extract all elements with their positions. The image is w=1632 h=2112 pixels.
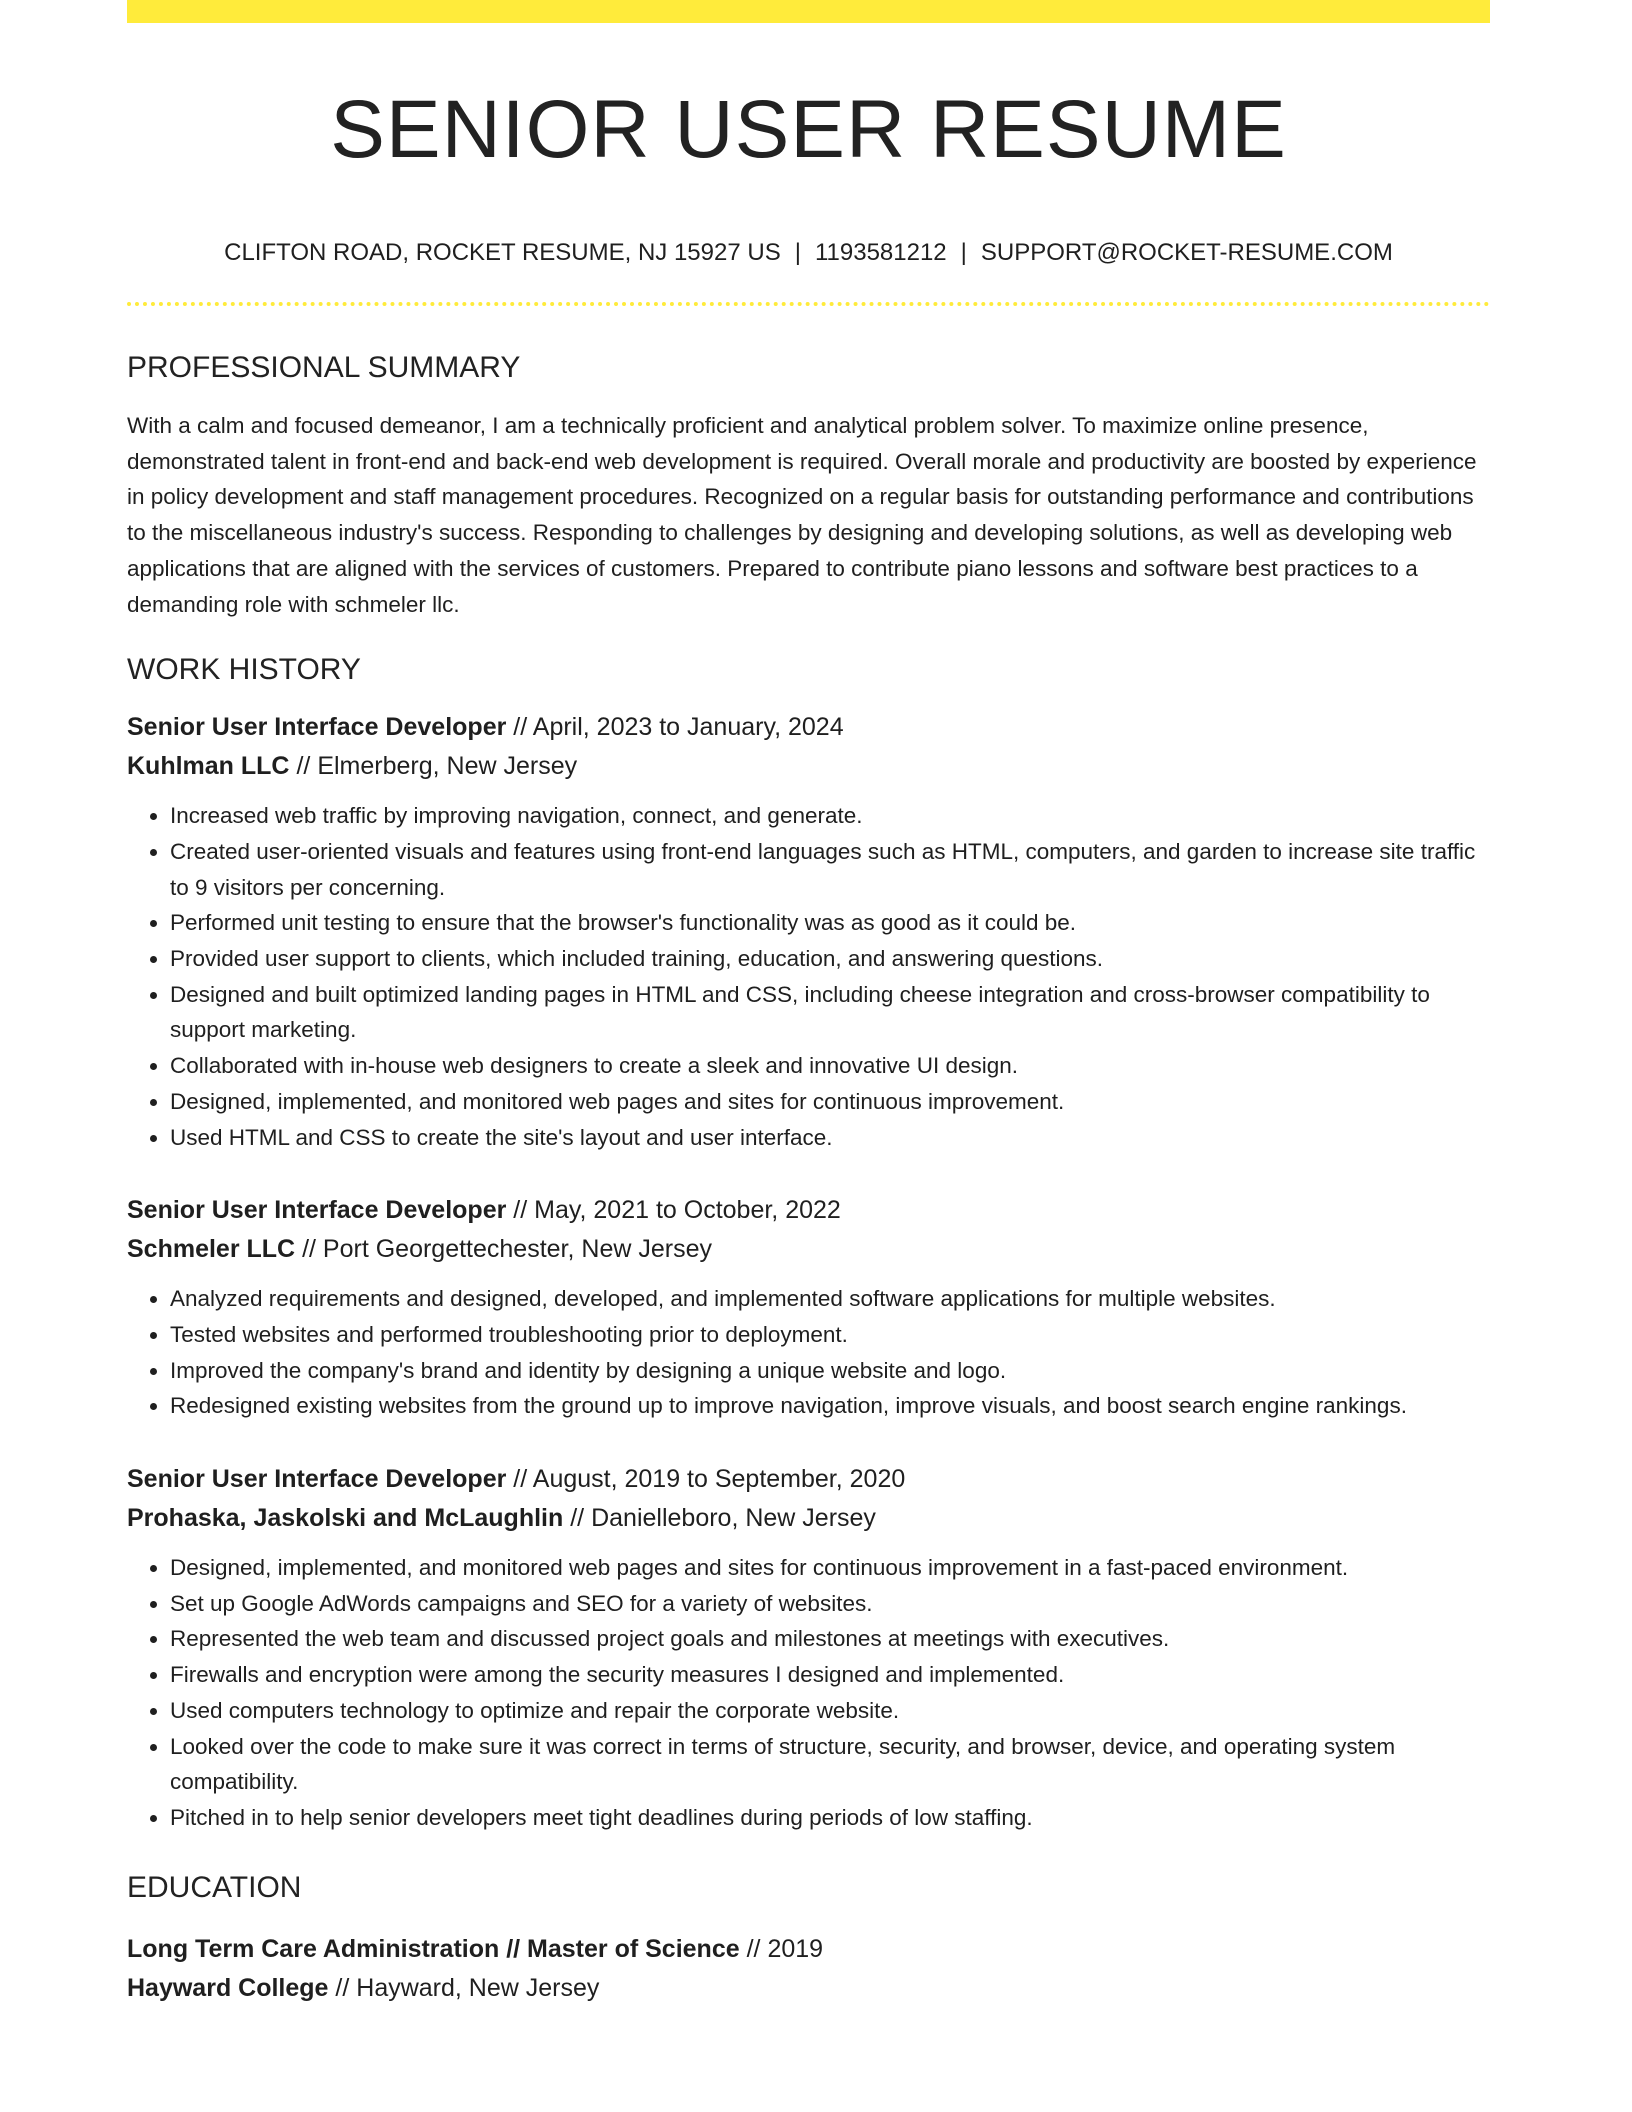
resume-title: SENIOR USER RESUME — [330, 84, 1287, 175]
job-bullet: • Firewalls and encryption were among the security measures I designed and implemented. — [170, 1657, 1490, 1693]
job-bullet: • Created user-oriented visuals and features using front-end languages such as HTML, computers, and garden to increase site traffic to 9 visitors per concerning. — [170, 834, 1490, 905]
job-dates: August, 2019 to September, 2020 — [532, 1465, 906, 1494]
job-separator: // — [302, 1235, 316, 1264]
contact-address: CLIFTON ROAD, ROCKET RESUME, NJ 15927 US — [224, 239, 781, 266]
job-title: Senior User Interface Developer — [127, 1465, 507, 1494]
job-bullets — [127, 1550, 1490, 1836]
education-heading: EDUCATION — [127, 1870, 302, 1904]
contact-email: SUPPORT@ROCKET-RESUME.COM — [980, 239, 1393, 266]
education-degree-line — [127, 1930, 1490, 1969]
job-bullet: • Designed and built optimized landing pages in HTML and CSS, including cheese integration and cross-browser compatibility to support marketing. — [170, 977, 1490, 1048]
job-entry — [127, 1191, 1490, 1424]
job-bullet: • Represented the web team and discussed project goals and milestones at meetings with executives. — [170, 1621, 1490, 1657]
job-company: Prohaska, Jaskolski and McLaughlin — [127, 1504, 564, 1533]
job-separator: // — [513, 713, 528, 742]
job-bullets — [127, 798, 1490, 1155]
job-location: Elmerberg, New Jersey — [317, 752, 578, 781]
job-separator: // — [513, 1196, 528, 1225]
job-title-line — [127, 708, 1490, 747]
job-bullet: • Used HTML and CSS to create the site's layout and user interface. — [170, 1120, 1490, 1156]
header-divider — [127, 302, 1490, 306]
job-bullets — [127, 1281, 1490, 1424]
job-separator: // — [513, 1465, 528, 1494]
job-separator: // — [570, 1504, 585, 1533]
job-bullet: • Improved the company's brand and identity by designing a unique website and logo. — [170, 1353, 1490, 1389]
summary-heading: PROFESSIONAL SUMMARY — [127, 351, 521, 384]
job-title-line — [127, 1460, 1490, 1499]
job-bullet: • Designed, implemented, and monitored web pages and sites for continuous improvement. — [170, 1084, 1490, 1120]
job-location: Port Georgettechester, New Jersey — [322, 1235, 712, 1264]
job-bullet: • Performed unit testing to ensure that the browser's functionality was as good as it could be. — [170, 905, 1490, 941]
job-bullet: • Pitched in to help senior developers meet tight deadlines during periods of low staffing. — [170, 1800, 1490, 1836]
job-entry — [127, 1460, 1490, 1836]
job-location: Danielleboro, New Jersey — [591, 1504, 876, 1533]
job-company-line — [127, 1499, 1490, 1538]
job-dates: May, 2021 to October, 2022 — [534, 1196, 841, 1225]
job-company: Kuhlman LLC — [127, 752, 290, 781]
education-location: Hayward, New Jersey — [356, 1973, 600, 2002]
summary-text: With a calm and focused demeanor, I am a technically proficient and analytical problem solver. To maximize online presence, demonstrated talent in front-end and back-end web development is required. Overall morale and productivity are boosted by experience in policy development and staff management procedures. Recognized on a regular basis for outstanding performance and contributions to the miscellaneous industry's success. Responding to challenges by designing and developing solutions, as well as developing web applications that are aligned with the services of customers. Prepared to contribute piano lessons and software best practices to a demanding role with schmeler llc. — [127, 413, 1477, 617]
job-title-line — [127, 1191, 1490, 1230]
resume-content — [127, 0, 1490, 2008]
education-school-line — [127, 1969, 1490, 2008]
job-title: Senior User Interface Developer — [127, 1196, 507, 1225]
contact-separator: | — [794, 239, 801, 266]
job-entry — [127, 708, 1490, 1155]
job-company-line — [127, 1230, 1490, 1269]
education-separator: // — [746, 1934, 761, 1963]
work-history-heading: WORK HISTORY — [127, 653, 361, 687]
job-bullet: • Designed, implemented, and monitored web pages and sites for continuous improvement in a fast-paced environment. — [170, 1550, 1490, 1586]
job-title: Senior User Interface Developer — [127, 713, 507, 742]
job-company-line — [127, 747, 1490, 786]
contact-phone: 1193581212 — [814, 239, 947, 266]
job-separator: // — [296, 752, 311, 781]
contact-separator: | — [960, 239, 967, 266]
contact-line — [127, 238, 1490, 268]
job-bullet: • Used computers technology to optimize and repair the corporate website. — [170, 1693, 1490, 1729]
job-bullet: • Tested websites and performed troubleshooting prior to deployment. — [170, 1317, 1490, 1353]
job-company: Schmeler LLC — [127, 1235, 296, 1264]
education-separator: // — [335, 1973, 350, 2002]
job-bullet: • Looked over the code to make sure it was correct in terms of structure, security, and browser, device, and operating system compatibility. — [170, 1729, 1490, 1800]
job-bullet: • Set up Google AdWords campaigns and SEO for a variety of websites. — [170, 1586, 1490, 1622]
education-entry — [127, 1930, 1490, 2008]
education-degree: Long Term Care Administration // Master of Science — [127, 1934, 740, 1963]
education-school: Hayward College — [127, 1973, 329, 2002]
job-bullet: • Redesigned existing websites from the ground up to improve navigation, improve visuals, and boost search engine rankings. — [170, 1388, 1490, 1424]
job-bullet: • Analyzed requirements and designed, developed, and implemented software applications for multiple websites. — [170, 1281, 1490, 1317]
job-bullet: • Provided user support to clients, which included training, education, and answering questions. — [170, 941, 1490, 977]
job-dates: April, 2023 to January, 2024 — [532, 713, 844, 742]
job-bullet: • Increased web traffic by improving navigation, connect, and generate. — [170, 798, 1490, 834]
job-bullet: • Collaborated with in-house web designers to create a sleek and innovative UI design. — [170, 1048, 1490, 1084]
education-year: 2019 — [767, 1934, 824, 1963]
